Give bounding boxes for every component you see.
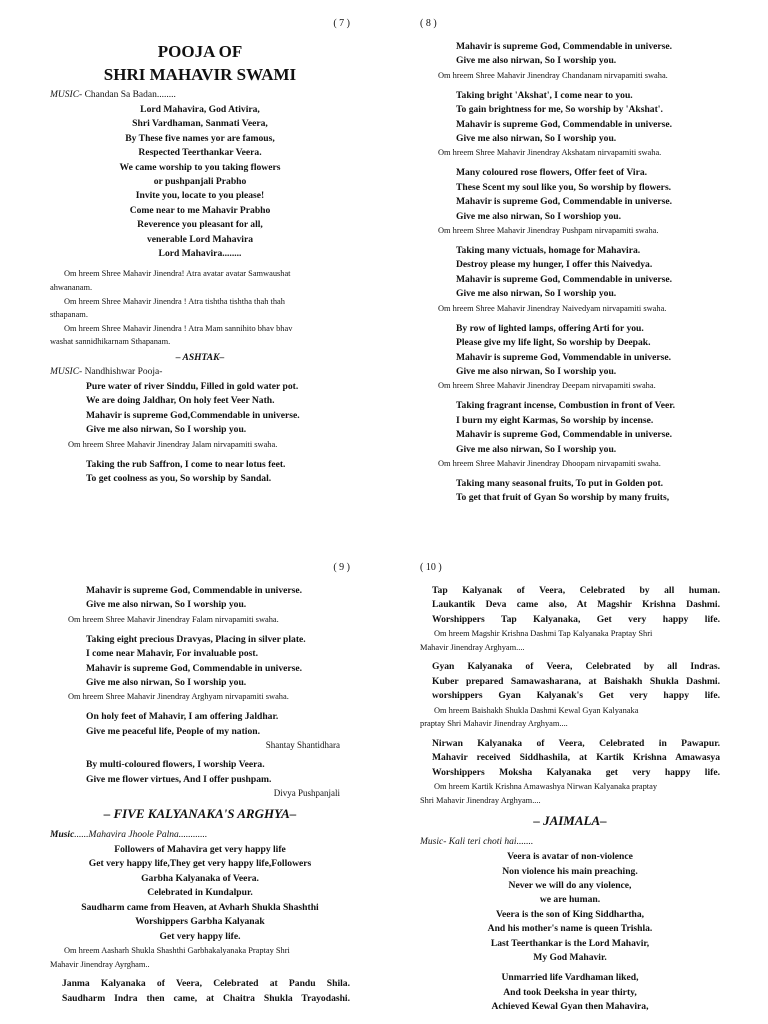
om-line: Om hreem Kartik Krishna Amawashya Nirwan Kalyanaka praptay bbox=[434, 782, 658, 792]
page-9 bbox=[50, 562, 350, 1024]
verse-line: Get very happy life,They get very happy life,Followers bbox=[88, 858, 312, 870]
page-number: ( 10 ) bbox=[420, 562, 442, 573]
om-block bbox=[50, 322, 350, 349]
om-line: Om hreem Baishakh Shukla Dashmi Kewal Gyan Kalyanaka bbox=[434, 705, 639, 715]
om-line: Mahavir Jinendray Ayrgham.. bbox=[50, 959, 150, 969]
music-note bbox=[50, 90, 350, 100]
om-block bbox=[50, 267, 350, 294]
verse-line: And his mother's name is queen Trishla. bbox=[487, 923, 653, 935]
verse-line: Unmarried life Vardhaman liked, bbox=[501, 972, 639, 984]
om-line: Om hreem Aasharh Shukla Shashthi Garbhakalyanaka Praptay Shri bbox=[64, 945, 290, 955]
stanza bbox=[50, 458, 350, 487]
page-number: ( 9 ) bbox=[333, 562, 350, 573]
stanza-line: Many coloured rose flowers, Offer feet of Vira. bbox=[456, 167, 648, 179]
verse-line: Celebrated in Kundalpur. bbox=[147, 887, 253, 899]
om-line: Om hreem Shree Mahavir Jinendray Akshatam nirvapamiti swaha. bbox=[438, 148, 662, 158]
stanza-line: By multi-coloured flowers, I worship Veera. bbox=[86, 759, 265, 771]
verse-line: Lord Mahavira........ bbox=[158, 248, 242, 260]
stanza-line: Give me flower virtues, And I offer pushpam. bbox=[86, 773, 272, 785]
verse-line: We came worship to you taking flowers bbox=[119, 161, 281, 173]
verse-line: we are human. bbox=[539, 894, 601, 906]
verse-line: Garbha Kalyanaka of Veera. bbox=[141, 872, 259, 884]
stanza bbox=[50, 758, 350, 800]
stanza-line: Please give my life light, So worship by Deepak. bbox=[456, 337, 651, 349]
stanza-line: Taking fragrant incense, Combustion in front of Veer. bbox=[456, 400, 675, 412]
om-line: praptay Shri Mahavir Jinendray Arghyam.... bbox=[420, 719, 568, 729]
om-line: washat sannidhikarnam Sthapanam. bbox=[50, 337, 171, 347]
om-line: Om hreem Shree Mahavir Jinendray Naivedyam nirvapamiti swaha. bbox=[438, 303, 667, 313]
stanza-line: Gyan Kalyanaka of Veera, Celebrated by all Indras. bbox=[432, 661, 720, 673]
stanza-line: Give me peaceful life, People of my nation. bbox=[86, 725, 260, 737]
stanza-line: Nirwan Kalyanaka of Veera, Celebrated in Pawapur. bbox=[432, 737, 720, 749]
stanza-line: Pure water of river Sinddu, Filled in gold water pot. bbox=[86, 381, 299, 393]
stanza bbox=[50, 633, 350, 705]
stanza-line: Mahavir is supreme God, Commendable in universe. bbox=[456, 196, 673, 208]
page-number: ( 8 ) bbox=[420, 18, 437, 29]
verse-line: And took Deeksha in year thirty, bbox=[503, 986, 637, 998]
om-block bbox=[50, 944, 350, 971]
verse-line: My God Mahavir. bbox=[533, 952, 607, 964]
stanza-line: Mahavir is supreme God, Commendable in universe. bbox=[456, 429, 673, 441]
stanza-line: Give me also nirwan, So I worship you. bbox=[86, 599, 247, 611]
stanza-line: Give me also nirwan, So I worship you. bbox=[456, 365, 617, 377]
stanza-line: To get that fruit of Gyan So worship by many fruits, bbox=[456, 492, 670, 504]
page-8 bbox=[420, 18, 720, 518]
stanza-line: By row of lighted lamps, offering Arti for you. bbox=[456, 322, 644, 334]
om-line: Om hreem Shree Mahavir Jinendray Chandanam nirvapamiti swaha. bbox=[438, 70, 668, 80]
kalyanaka-block bbox=[420, 584, 720, 654]
stanza-line: Taking many seasonal fruits, To put in Golden pot. bbox=[456, 477, 664, 489]
music-text: - Nandhishwar Pooja- bbox=[79, 367, 163, 378]
verse-line: Get very happy life. bbox=[159, 930, 241, 942]
music-note bbox=[50, 367, 350, 377]
verse-line: Followers of Mahavira get very happy life bbox=[114, 844, 286, 856]
stanza-line: Laukantik Deva came also, At Magshir Krishna Dashmi. bbox=[432, 599, 720, 611]
om-block bbox=[50, 295, 350, 322]
stanza bbox=[420, 322, 720, 394]
verse-line: Come near to me Mahavir Prabho bbox=[129, 204, 271, 216]
verse-line: Achieved Kewal Gyan then Mahavira, bbox=[491, 1001, 649, 1013]
om-line: Om hreem Magshir Krishna Dashmi Tap Kalyanaka Praptay Shri bbox=[434, 629, 653, 639]
verse-line: venerable Lord Mahavira bbox=[146, 233, 254, 245]
music-text: - Chandan Sa Badan........ bbox=[79, 90, 176, 100]
verse-line: Veera is the son of King Siddhartha, bbox=[495, 908, 645, 920]
stanza-line: Tap Kalyanak of Veera, Celebrated by all human. bbox=[432, 585, 720, 596]
music-label: MUSIC bbox=[50, 90, 80, 100]
stanza-line: Give me also nirwan, So I worship you. bbox=[456, 133, 617, 145]
om-line: ahwananam. bbox=[50, 283, 93, 293]
stanza-line: Mahavir is supreme God, Commendable in universe. bbox=[86, 585, 303, 596]
stanza bbox=[420, 477, 720, 506]
om-line: Om hreem Shree Mahavir Jinendra ! Atra tishtha tishtha thah thah bbox=[64, 296, 285, 306]
stanza-line: Give me also nirwan, So I worshiop you. bbox=[456, 210, 621, 222]
stanza-line: Mahavir is supreme God, Commendable in universe. bbox=[86, 662, 303, 674]
om-line: sthapanam. bbox=[50, 310, 88, 320]
om-line: Om hreem Shree Mahavir Jinendray Falam nirvapamiti swaha. bbox=[68, 614, 279, 624]
stanza-line: Taking the rub Saffron, I come to near lotus feet. bbox=[86, 458, 286, 470]
stanza bbox=[420, 40, 720, 83]
stanza-line: Taking eight precious Dravyas, Placing in silver plate. bbox=[86, 633, 306, 645]
music-label: MUSIC bbox=[50, 367, 80, 378]
kalyanaka-block bbox=[420, 737, 720, 807]
stanza-signature: Divya Pushpanjali bbox=[273, 788, 340, 799]
music-note bbox=[420, 837, 720, 847]
verse-line: Non violence his main preaching. bbox=[502, 865, 638, 877]
verse-line: Invite you, locate to you please! bbox=[135, 190, 265, 202]
om-line: Om hreem Shree Mahavir Jinendray Dhoopam nirvapamiti swaha. bbox=[438, 458, 661, 468]
om-line: Om hreem Shree Mahavir Jinendra! Atra avatar avatar Samwaushat bbox=[64, 269, 291, 279]
verse-line: Worshippers Garbha Kalyanak bbox=[135, 916, 265, 928]
stanza-line: Mahavir received Siddhashila, at Kartik Krishna Amawasya bbox=[432, 752, 720, 764]
kalyanaka-block bbox=[420, 660, 720, 730]
om-line: Om hreem Shree Mahavir Jinendray Arghyam nirvapamiti swaha. bbox=[68, 692, 289, 702]
stanza-line: Saudharm Indra then came, at Chaitra Shukla Trayodashi. bbox=[62, 992, 350, 1004]
verse-line: or pushpanjali Prabho bbox=[153, 176, 247, 188]
page-10 bbox=[420, 562, 720, 1024]
verse-line: Shri Vardhaman, Sanmati Veera, bbox=[132, 118, 268, 130]
om-line: Mahavir Jinendray Arghyam.... bbox=[420, 642, 525, 652]
music-label: Music bbox=[420, 837, 444, 848]
jaimala-verse bbox=[420, 850, 720, 965]
stanza-line: I burn my eight Karmas, So worship by incense. bbox=[456, 414, 654, 426]
stanza-line: Give me also nirwan, So I worship you. bbox=[456, 443, 617, 455]
stanza-line: worshippers Gyan Kalyanak's Get very happy life. bbox=[432, 690, 720, 702]
stanza-line: Give me also nirwan, So I worship you. bbox=[86, 677, 247, 689]
verse-line: By These five names yor are famous, bbox=[125, 132, 275, 144]
stanza bbox=[420, 89, 720, 161]
stanza-line: I come near Mahavir, For invaluable post. bbox=[86, 648, 258, 660]
music-text: - Kali teri choti hai....... bbox=[443, 837, 534, 848]
om-line: Om hreem Shree Mahavir Jinendray Deepam nirvapamiti swaha. bbox=[438, 381, 656, 391]
section-heading: – FIVE KALYANAKA'S ARGHYA– bbox=[103, 806, 297, 822]
stanza bbox=[50, 584, 350, 627]
stanza-line: Give me also nirwan, So I worship you. bbox=[456, 288, 617, 300]
verse-line: Saudharm came from Heaven, at Avharh Shukla Shashthi bbox=[81, 901, 319, 913]
stanza-line: To gain brightness for me, So worship by 'Akshat'. bbox=[456, 104, 663, 116]
stanza-line: Worshippers Tap Kalyanaka, Get very happy life. bbox=[432, 613, 720, 625]
kalyanaka-verse bbox=[50, 843, 350, 944]
stanza-signature: Shantay Shantidhara bbox=[265, 740, 340, 751]
music-note bbox=[50, 830, 350, 840]
stanza-line: Taking bright 'Akshat', I come near to you. bbox=[456, 89, 633, 101]
page-title bbox=[50, 40, 350, 86]
stanza-line: Give me also nirwan, So I worship you. bbox=[86, 424, 247, 436]
jaimala-verse bbox=[420, 971, 720, 1014]
kalyanaka-stanza bbox=[50, 977, 350, 1006]
verse-line: Last Teerthankar is the Lord Mahavir, bbox=[490, 937, 650, 949]
stanza bbox=[420, 399, 720, 471]
verse-line: Never we will do any violence, bbox=[508, 880, 632, 892]
music-label: Music bbox=[50, 830, 75, 841]
page-7 bbox=[50, 18, 350, 518]
stanza-line: We are doing Jaldhar, On holy feet Veer Nath. bbox=[86, 395, 275, 407]
section-heading: – JAIMALA– bbox=[533, 813, 607, 829]
om-line: Om hreem Shree Mahavir Jinendray Jalam nirvapamiti swaha. bbox=[68, 439, 278, 449]
stanza bbox=[50, 380, 350, 452]
verse-line: Veera is avatar of non-violence bbox=[507, 851, 633, 863]
verse-line: Reverence you pleasant for all, bbox=[137, 219, 263, 231]
stanza-line: To get coolness as you, So worship by Sandal. bbox=[86, 473, 272, 485]
stanza bbox=[420, 244, 720, 316]
stanza bbox=[420, 166, 720, 238]
verse-line: Respected Teerthankar Veera. bbox=[138, 147, 262, 159]
stanza-line: Mahavir is supreme God,Commendable in universe. bbox=[86, 409, 300, 421]
stanza-line: Destroy please my hunger, I offer this Naivedya. bbox=[456, 259, 653, 271]
stanza-line: Kuber prepared Samawasharana, at Baishakh Shukla Dashmi. bbox=[432, 675, 720, 687]
title-line: POOJA OF bbox=[157, 42, 243, 61]
stanza-line: Mahavir is supreme God, Vommendable in universe. bbox=[456, 351, 671, 363]
stanza-line: On holy feet of Mahavir, I am offering Jaldhar. bbox=[86, 711, 279, 723]
stanza-line: Taking many victuals, homage for Mahavira. bbox=[456, 245, 641, 257]
stanza-line: These Scent my soul like you, So worship by flowers. bbox=[456, 181, 672, 193]
stanza-line: Mahavir is supreme God, Commendable in universe. bbox=[456, 41, 673, 52]
section-heading: – ASHTAK– bbox=[175, 353, 225, 364]
om-line: Om hreem Shree Mahavir Jinendra ! Atra Mam sannihito bhav bhav bbox=[64, 323, 293, 333]
stanza-line: Mahavir is supreme God, Commendable in universe. bbox=[456, 118, 673, 130]
title-line: SHRI MAHAVIR SWAMI bbox=[103, 65, 297, 84]
music-text: ......Mahavira Jhoole Palna............ bbox=[74, 830, 208, 841]
page-number: ( 7 ) bbox=[333, 18, 350, 29]
stanza-line: Worshippers Moksha Kalyanaka get very happy life. bbox=[432, 766, 720, 778]
stanza bbox=[50, 710, 350, 752]
stanza-line: Mahavir is supreme God, Commendable in universe. bbox=[456, 273, 673, 285]
om-line: Om hreem Shree Mahavir Jinendray Pushpam nirvapamiti swaha. bbox=[438, 226, 659, 236]
stanza-line: Janma Kalyanaka of Veera, Celebrated at Pandu Shila. bbox=[62, 978, 350, 990]
intro-verse bbox=[50, 103, 350, 261]
om-line: Shri Mahavir Jinendray Arghyam.... bbox=[420, 795, 541, 805]
stanza-line: Give me also nirwan, So I worship you. bbox=[456, 55, 617, 67]
verse-line: Lord Mahavira, God Ativira, bbox=[140, 104, 260, 115]
